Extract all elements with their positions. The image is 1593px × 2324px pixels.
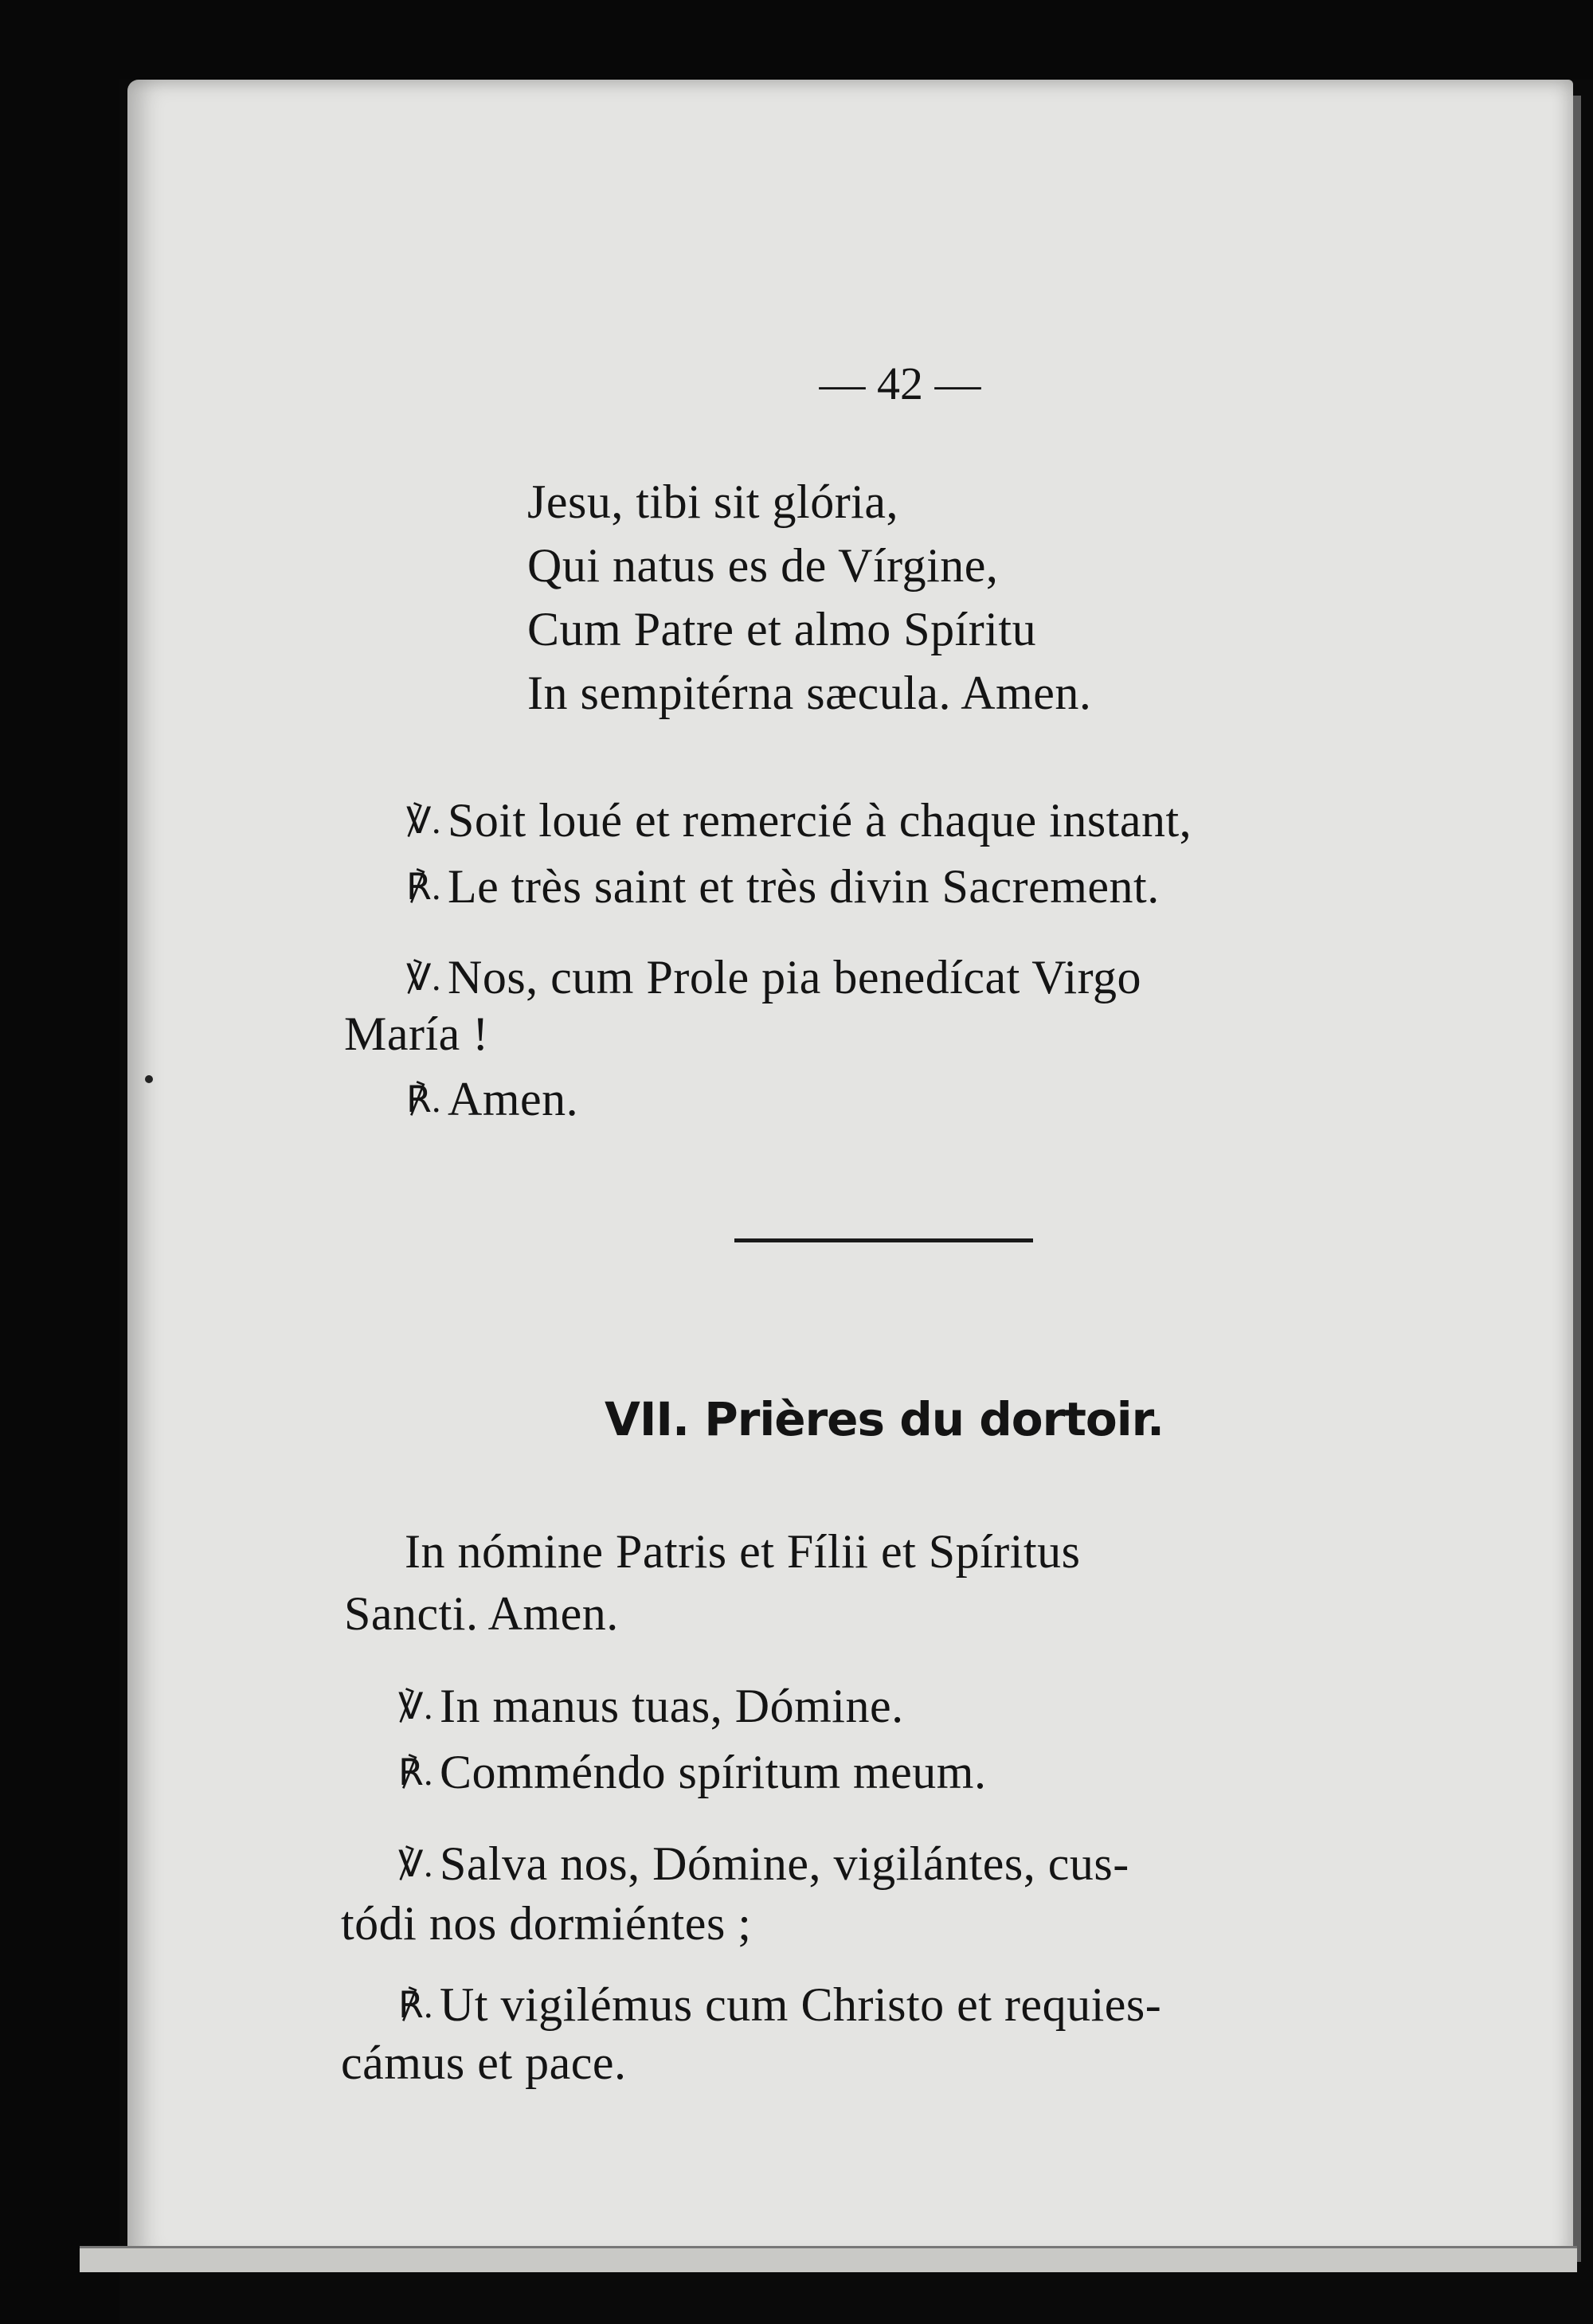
prayer-line: In nómine Patris et Fílii et Spíritus <box>405 1525 1081 1578</box>
section-heading: VII. Prières du dortoir. <box>604 1392 1164 1446</box>
page-number: — 42 — <box>819 358 981 409</box>
response-text: Ut vigilémus cum Christo et requies- <box>440 1978 1162 2031</box>
versicle-text: Soit loué et remercié à chaque instant, <box>448 794 1192 847</box>
response-symbol: ℟. <box>406 867 441 907</box>
versicle-symbol: ℣. <box>406 957 441 998</box>
versicle-continuation: María ! <box>344 1007 489 1060</box>
hymn-line: Jesu, tibi sit glória, <box>527 475 898 528</box>
versicle-line <box>406 951 1142 1004</box>
hymn-line: Qui natus es de Vírgine, <box>527 539 999 592</box>
response-symbol: ℟. <box>406 1079 441 1120</box>
versicle-line <box>398 1837 1129 1890</box>
response-text: Amen. <box>448 1073 579 1125</box>
section-divider <box>734 1238 1033 1242</box>
versicle-symbol: ℣. <box>398 1844 433 1884</box>
page-bottom-edge <box>80 2246 1577 2272</box>
page-right-edge <box>1573 96 1581 2262</box>
response-continuation: cámus et pace. <box>341 2036 627 2089</box>
response-line <box>406 860 1160 913</box>
scan-background-left <box>0 0 119 2324</box>
prayer-line: Sancti. Amen. <box>344 1587 619 1640</box>
versicle-symbol: ℣. <box>398 1686 433 1727</box>
response-text: Le très saint et très divin Sacrement. <box>448 860 1160 913</box>
versicle-symbol: ℣. <box>406 800 441 841</box>
response-line <box>406 1075 578 1123</box>
response-line <box>398 1748 986 1796</box>
versicle-text: Nos, cum Prole pia benedícat Virgo <box>448 951 1142 1004</box>
versicle-continuation: tódi nos dormiéntes ; <box>341 1897 752 1950</box>
scan-background-top <box>0 0 1593 80</box>
response-symbol: ℟. <box>398 1985 433 2025</box>
response-line <box>398 1978 1162 2031</box>
response-text: Comméndo spíritum meum. <box>440 1746 987 1798</box>
ink-speck <box>145 1075 153 1083</box>
response-symbol: ℟. <box>398 1752 433 1793</box>
hymn-line: Cum Patre et almo Spíritu <box>527 603 1037 655</box>
versicle-text: In manus tuas, Dómine. <box>440 1680 904 1732</box>
versicle-text: Salva nos, Dómine, vigilántes, cus- <box>440 1837 1129 1890</box>
versicle-line <box>406 794 1192 847</box>
hymn-line: In sempitérna sæcula. Amen. <box>527 667 1092 719</box>
versicle-line <box>398 1682 904 1730</box>
